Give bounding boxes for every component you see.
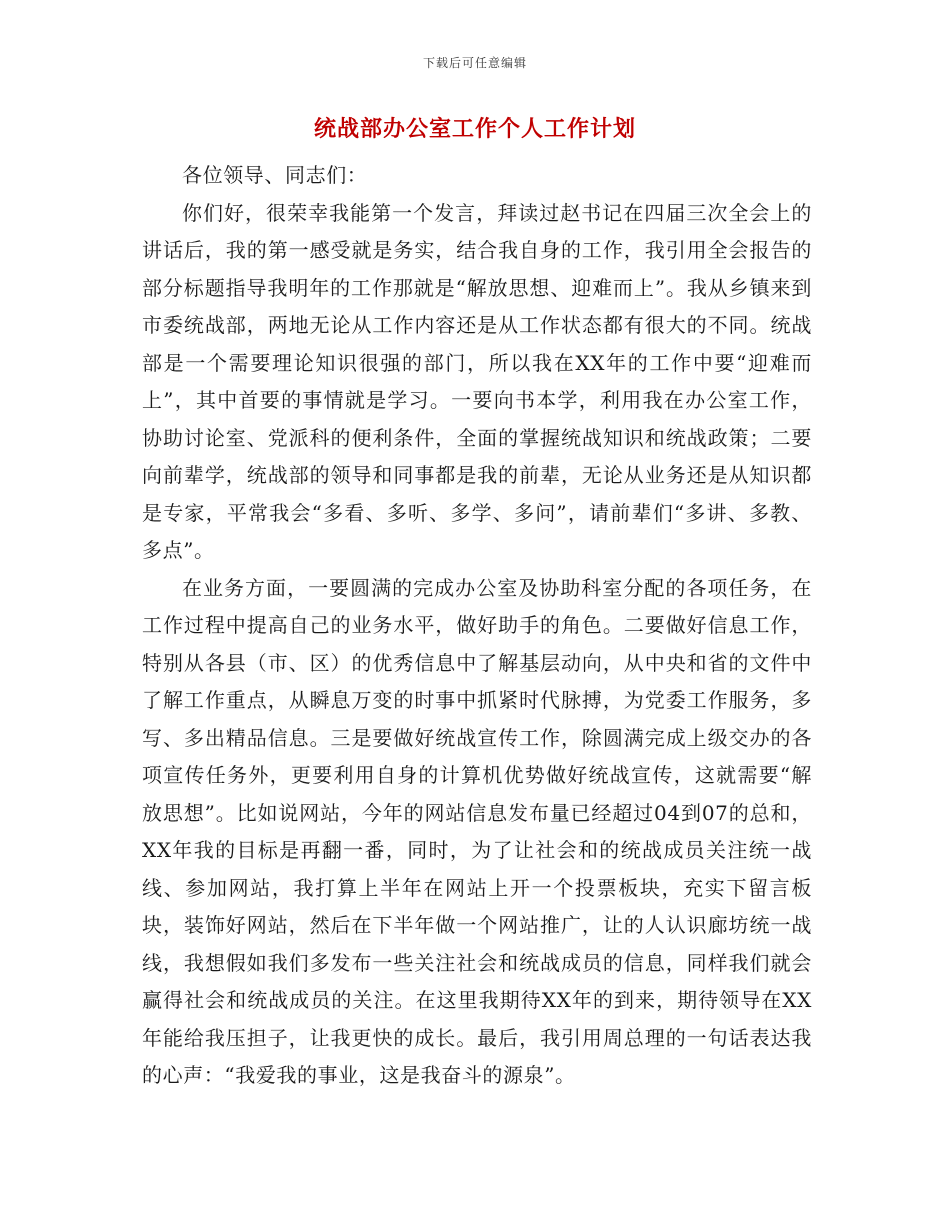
document-title: 统战部办公室工作个人工作计划	[313, 116, 636, 142]
document-body	[142, 157, 812, 1095]
body-paragraph-1: 你们好，很荣幸我能第一个发言，拜读过赵书记在四届三次全会上的讲话后，我的第一感受就是务实，结合我自身的工作，我引用全会报告的部分标题指导我明年的工作那就是“解放思想、迎难而上”。我从乡镇来到市委统战部，两地无论从工作内容还是从工作状态都有很大的不同。统战部是一个需要理论知识很强的部门，所以我在XX年的工作中要“迎难而上”，其中首要的事情就是学习。一要向书本学，利用我在办公室工作，协助讨论室、党派科的便利条件，全面的掌握统战知识和统战政策；二要向前辈学，统战部的领导和同事都是我的前辈，无论从业务还是从知识都是专家，平常我会“多看、多听、多学、多问”，请前辈们“多讲、多教、多点”。	[142, 200, 812, 562]
salutation-paragraph: 各位领导、同志们：	[182, 163, 368, 187]
body-paragraph-2: 在业务方面，一要圆满的完成办公室及协助科室分配的各项任务，在工作过程中提高自己的业务水平，做好助手的角色。二要做好信息工作，特别从各县（市、区）的优秀信息中了解基层动向，从中央和省的文件中了解工作重点，从瞬息万变的时事中抓紧时代脉搏，为党委工作服务，多写、多出精品信息。三是要做好统战宣传工作，除圆满完成上级交办的各项宣传任务外，更要利用自身的计算机优势做好统战宣传，这就需要“解放思想”。比如说网站，今年的网站信息发布量已经超过04到07的总和，XX年我的目标是再翻一番，同时，为了让社会和的统战成员关注统一战线、参加网站，我打算上半年在网站上开一个投票板块，充实下留言板块，装饰好网站，然后在下半年做一个网站推广，让的人认识廊坊统一战线，我想假如我们多发布一些关注社会和统战成员的信息，同样我们就会赢得社会和统战成员的关注。在这里我期待XX年的到来，期待领导在XX年能给我压担子，让我更快的成长。最后，我引用周总理的一句话表达我的心声：“我爱我的事业，这是我奋斗的源泉”。	[142, 575, 812, 1087]
page-header-note: 下载后可任意编辑	[422, 56, 527, 70]
